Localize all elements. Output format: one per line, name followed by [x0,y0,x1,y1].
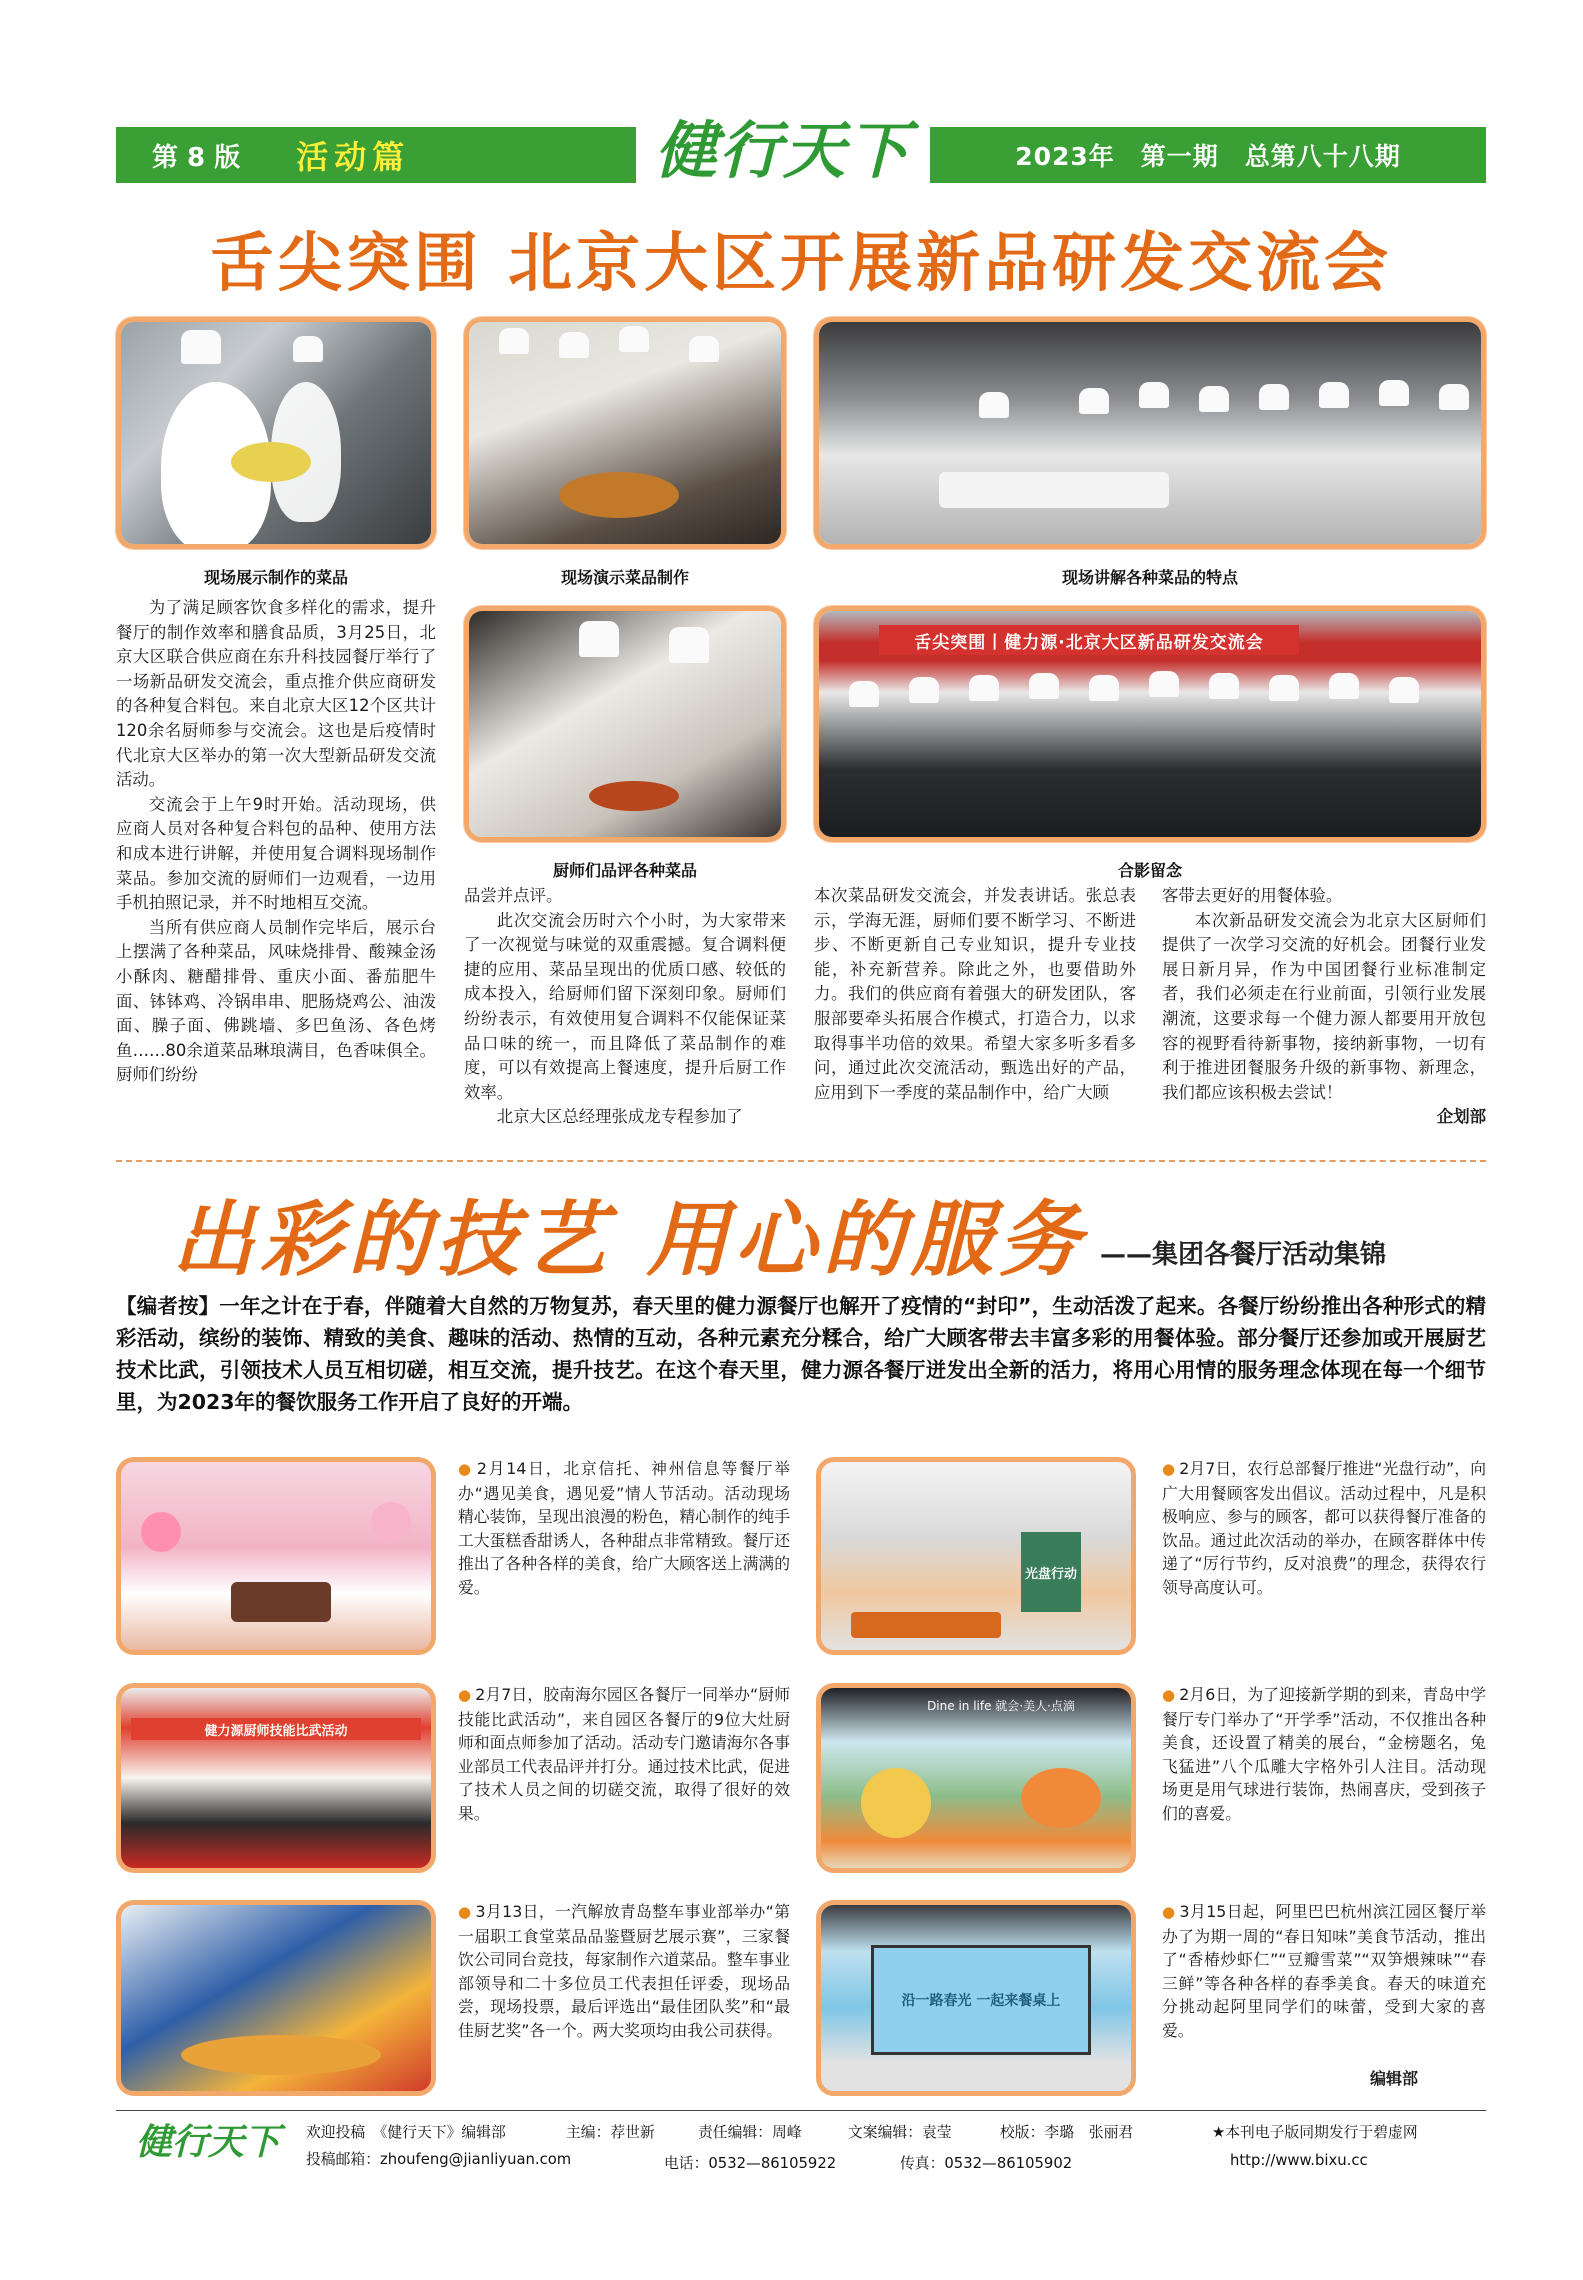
footer-email[interactable]: 投稿邮箱：zhoufeng@jianliyuan.com [306,2151,572,2168]
article1-column-3 [814,884,1136,1105]
section-divider [116,1160,1486,1162]
editor-note: 【编者按】一年之计在于春，伴随着大自然的万物复苏，春天里的健力源餐厅也解开了疫情的“封印”，生动活泼了起来。各餐厅纷纷推出各种形式的精彩活动，缤纷的装饰、精致的美食、趣味的活动、热情的互动，各种元素充分糅合，给广大顾客带去丰富多彩的用餐体验。部分餐厅还参加或开展厨艺技术比武，引领技术人员互相切磋，相互交流，提升技艺。在这个春天里，健力源各餐厅迸发出全新的活力，将用心用情的服务理念体现在每一个细节里，为2023年的餐饮服务工作开启了良好的开端。 [116,1294,1486,1414]
event-item-2 [1162,1457,1486,1599]
article1-column-1 [116,596,436,1088]
photo-chef-skills-contest [116,1683,436,1873]
photo-cooking-competition [116,1900,436,2096]
paragraph: 客带去更好的用餐体验。 [1162,886,1343,905]
location-pin-icon: ● [1162,1903,1176,1921]
event-text: 2月6日，为了迎接新学期的到来，青岛中学餐厅专门举办了“开学季”活动，不仅推出各种美食，还设置了精美的展台，“金榜题名，兔飞猛进”八个瓜雕大字格外引人注目。活动现场更是用气球进行装饰，热闹喜庆，受到孩子们的喜爱。 [1162,1685,1486,1823]
location-pin-icon: ● [1162,1460,1176,1478]
page-section-bar [116,127,636,183]
event-item-3 [458,1683,790,1825]
article1-byline: 企划部 [1436,1107,1486,1127]
article2-byline: 编辑部 [1370,2069,1419,2088]
location-pin-icon: ● [458,1460,473,1478]
location-pin-icon: ● [458,1686,472,1704]
location-pin-icon: ● [1162,1686,1176,1704]
caption-photo5: 合影留念 [1117,861,1182,880]
photo-cooking-demo [464,317,786,549]
paragraph: 此次交流会历时六个小时，为大家带来了一次视觉与味觉的双重震撼。复合调料便捷的应用、菜品呈现出的优质口感、较低的成本投入，给厨师们留下深刻印象。厨师们纷纷表示，有效使用复合调料不仅能保证菜品口味的统一，而且降低了菜品制作的难度，可以有效提高上餐速度，提升后厨工作效率。 [464,910,786,1102]
article1-column-2 [464,884,786,1130]
article1-column-4 [1162,884,1486,1130]
clean-plate-sign: 光盘行动 [1021,1532,1081,1612]
caption-photo3: 现场讲解各种菜品的特点 [1061,568,1238,587]
caption-photo4: 厨师们品评各种菜品 [552,861,697,880]
photo-valentines-event [116,1457,436,1655]
footer-divider [116,2110,1486,2111]
paragraph: 交流会于上午9时开始。活动现场，供应商人员对各种复合料包的品种、使用方法和成本进行讲解，并使用复合调料现场制作菜品。参加交流的厨师们一边观看，一边用手机拍照记录，并不时地相互交流。 [116,794,436,913]
event-text: 3月15日起，阿里巴巴杭州滨江园区餐厅举办了为期一周的“春日知味”美食节活动，推出了“香椿炒虾仁”“豆瓣雪菜”“双笋煨辣味”“春三鲜”等各种各样的春季美食。春天的味道充分挑动起阿里同学们的味蕾，受到大家的喜爱。 [1162,1902,1487,2040]
article1-title: 舌尖突围 北京大区开展新品研发交流会 [209,226,1393,301]
festival-screen: 沿一路春光 一起来餐桌上 [871,1945,1091,2055]
event-item-1 [458,1457,790,1599]
paragraph: 本次菜品研发交流会，并发表讲话。张总表示，学海无涯，厨师们要不断学习、不断进步、不断更新自己专业知识，提升专业技能，补充新营养。除此之外，也要借助外力。我们的供应商有着强大的研发团队，客服部要牵头拓展合作模式，打造合力，以求取得事半功倍的效果。希望大家多听多看多问，通过此次交流活动，甄选出好的产品，应用到下一季度的菜品制作中，给广大顾 [814,886,1136,1102]
event-item-6 [1162,1900,1486,2042]
photo-clean-plate-campaign [816,1457,1136,1655]
footer-welcome: 欢迎投稿 《健行天下》编辑部 [306,2124,506,2141]
event-text: 2月14日，北京信托、神州信息等餐厅举办“遇见美食，遇见爱”情人节活动。活动现场精心装饰，呈现出浪漫的粉色，精心制作的纯手工大蛋糕香甜诱人，各种甜点非常精致。餐厅还推出了各种各样的美食，给广大顾客送上满满的爱。 [458,1459,790,1597]
contest-banner: 健力源厨师技能比武活动 [131,1718,421,1740]
photo-chefs-tasting [464,606,786,842]
event-item-5 [458,1900,790,2042]
paragraph: 本次新品研发交流会为北京大区厨师们提供了一次学习交流的好机会。团餐行业发展日新月异，作为中国团餐行业标准制定者，我们必须走在行业前面，引领行业发展潮流，这要求每一个健力源人都要用开放包容的视野看待新事物，接纳新事物，一切有利于推进团餐服务升级的新事物、新理念，我们都应该积极去尝试！ [1162,910,1486,1102]
paragraph: 北京大区总经理张成龙专程参加了 [496,1107,743,1127]
paragraph: 为了满足顾客饮食多样化的需求，提升餐厅的制作效率和膳食品质，3月25日，北京大区联合供应商在东升科技园餐厅举行了一场新品研发交流会，重点推介供应商研发的各种复合料包。来自北京大区12个区共计120余名厨师参与交流会。这也是后疫情时代北京大区举办的第一次大型新品研发交流活动。 [116,598,436,790]
event-text: 2月7日，农行总部餐厅推进“光盘行动”，向广大用餐顾客发出倡议。活动过程中，凡是积极响应、参与的顾客，都可以获得餐厅准备的饮品。通过此次活动的举办，在顾客群体中传递了“厉行节约，反对浪费”的理念，获得农行领导高度认可。 [1162,1459,1486,1597]
photo-dish-explanation [814,317,1486,549]
article2-title: 出彩的技艺 用心的服务 [172,1192,1087,1288]
event-item-4 [1162,1683,1486,1825]
newspaper-logo: 健行天下 [654,114,911,187]
footer-chief-editor: 主编：荐世新 [566,2124,655,2141]
issue-info: 2023年 第一期 总第八十八期 [930,127,1486,183]
event-text: 2月7日，胶南海尔园区各餐厅一同举办“厨师技能比武活动”，来自园区各餐厅的9位大灶厨师和面点师参加了活动。活动专门邀请海尔各事业部员工代表品评并打分。通过技术比武，促进了技术人员之间的切磋交流，取得了很好的效果。 [458,1685,790,1823]
caption-photo2: 现场演示菜品制作 [560,568,689,587]
location-pin-icon: ● [458,1903,472,1921]
page-number: 第 8 版 [152,142,241,173]
footer-note: ★本刊电子版同期发行于碧虚网 [1212,2124,1418,2141]
photo-group [814,606,1486,842]
section-name: 活动篇 [296,138,411,176]
caption-photo1: 现场展示制作的菜品 [203,568,348,587]
footer-responsible-editor: 责任编辑：周峰 [698,2124,802,2141]
footer-url[interactable]: http://www.bixu.cc [1230,2152,1368,2169]
footer-fax: 传真：0532—86105902 [900,2155,1073,2172]
footer-proofreaders: 校版：李璐 张丽君 [1000,2124,1134,2141]
school-banner: Dine in life 就会·美人·点滴 [927,1698,1075,1713]
footer-copy-editor: 文案编辑：袁莹 [848,2124,952,2141]
event-text: 3月13日，一汽解放青岛整车事业部举办“第一届职工食堂菜品品鉴暨厨艺展示赛”，三家餐饮公司同台竞技，每家制作六道菜品。整车事业部领导和二十多位员工代表担任评委，现场品尝，现场投票，最后评选出“最佳团队奖”和“最佳厨艺奖”各一个。两大奖项均由我公司获得。 [458,1902,790,2040]
group-photo-banner: 舌尖突围丨健力源·北京大区新品研发交流会 [879,625,1299,655]
paragraph: 品尝并点评。 [464,886,563,905]
paragraph: 当所有供应商人员制作完毕后，展示台上摆满了各种菜品，风味烧排骨、酸辣金汤小酥肉、糖醋排骨、重庆小面、番茄肥牛面、钵钵鸡、冷锅串串、肥肠烧鸡公、油泼面、臊子面、佛跳墙、多巴鱼汤、各色烤鱼……80余道菜品琳琅满目，色香味俱全。厨师们纷纷 [116,917,436,1085]
footer-phone: 电话：0532—86105922 [664,2155,837,2172]
photo-chef-showing-dish [116,317,436,549]
footer-logo: 健行天下 [136,2121,281,2163]
photo-spring-food-festival [816,1900,1136,2096]
photo-school-term-event [816,1683,1136,1873]
article2-subtitle: ——集团各餐厅活动集锦 [1100,1240,1387,1270]
